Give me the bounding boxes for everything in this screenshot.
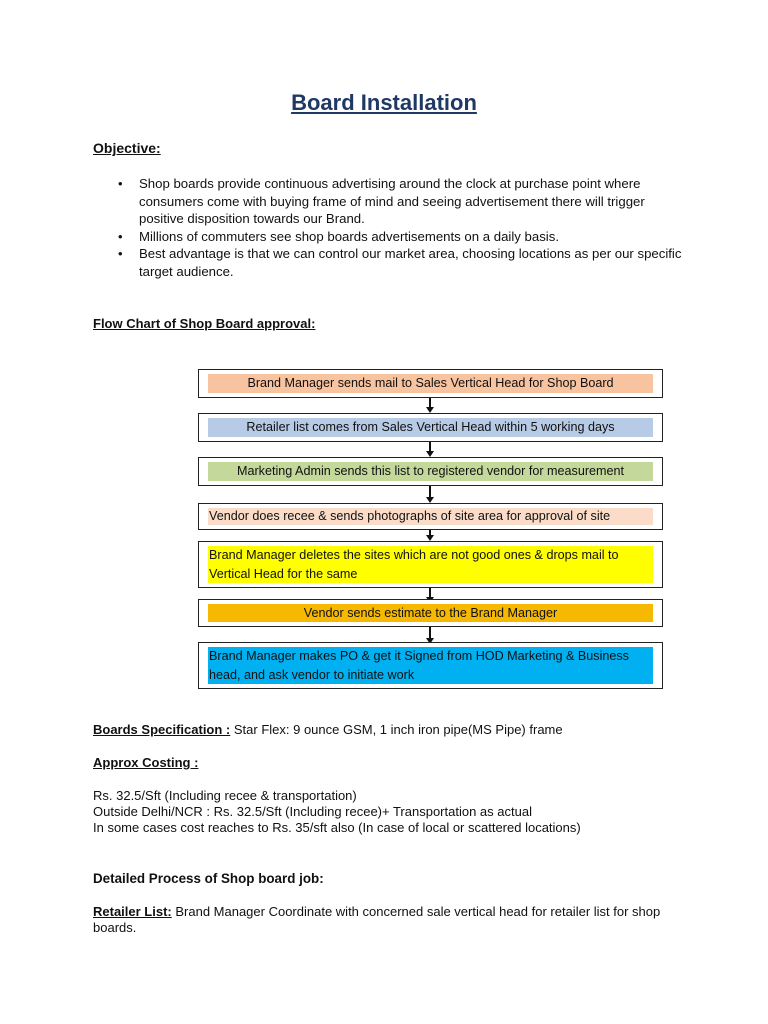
page-title: Board Installation [291,90,477,115]
flow-step-6 [198,599,663,627]
flow-arrow [429,627,431,639]
flow-step-6-text: Vendor sends estimate to the Brand Manager [208,604,653,622]
objective-heading: Objective: [93,140,161,156]
boards-spec-label: Boards Specification : [93,722,231,737]
flow-step-4-text: Vendor does recee & sends photographs of site area for approval of site [208,508,653,525]
list-item: • Best advantage is that we can control our market area, choosing locations as per our specific target audience. [118,245,688,280]
flow-step-7-text: Brand Manager makes PO & get it Signed from HOD Marketing & Business head, and ask vendor to initiate work [208,647,653,684]
objective-list [118,175,688,280]
flow-arrow [429,486,431,498]
boards-specification [93,722,563,738]
flow-step-1-text: Brand Manager sends mail to Sales Vertical Head for Shop Board [208,374,653,393]
flow-step-3-text: Marketing Admin sends this list to registered vendor for measurement [208,462,653,481]
detailed-process-heading: Detailed Process of Shop board job: [93,871,324,886]
list-item: • Millions of commuters see shop boards advertisements on a daily basis. [118,228,688,246]
flow-step-2-text: Retailer list comes from Sales Vertical Head within 5 working days [208,418,653,437]
retailer-list-label: Retailer List: [93,904,172,919]
flow-chart-heading: Flow Chart of Shop Board approval: [93,316,316,331]
flow-step-5-text: Brand Manager deletes the sites which are not good ones & drops mail to Vertical Head for the same [208,546,653,583]
costing-line-2: Outside Delhi/NCR : Rs. 32.5/Sft (Including recee)+ Transportation as actual [93,804,532,819]
retailer-list-text: Brand Manager Coordinate with concerned sale vertical head for retailer list for shop boards. [93,904,661,935]
flow-arrow [429,398,431,408]
retailer-list-paragraph [93,904,673,936]
costing-heading: Approx Costing : [93,755,199,770]
flow-step-3 [198,457,663,486]
flow-step-4 [198,503,663,530]
flow-step-5 [198,541,663,588]
flow-arrow [429,442,431,452]
flow-arrow [429,530,431,536]
flow-step-2 [198,413,663,442]
flow-step-1 [198,369,663,398]
flow-step-7 [198,642,663,689]
costing-line-1: Rs. 32.5/Sft (Including recee & transportation) [93,788,357,803]
boards-spec-value: Star Flex: 9 ounce GSM, 1 inch iron pipe(MS Pipe) frame [230,722,563,737]
list-item: • Shop boards provide continuous advertising around the clock at purchase point where consumers come with buying frame of mind and seeing advertisement there will trigger positive disposition towards our Brand. [118,175,688,228]
flow-arrow [429,588,431,598]
costing-line-3: In some cases cost reaches to Rs. 35/sft also (In case of local or scattered locations) [93,820,581,835]
